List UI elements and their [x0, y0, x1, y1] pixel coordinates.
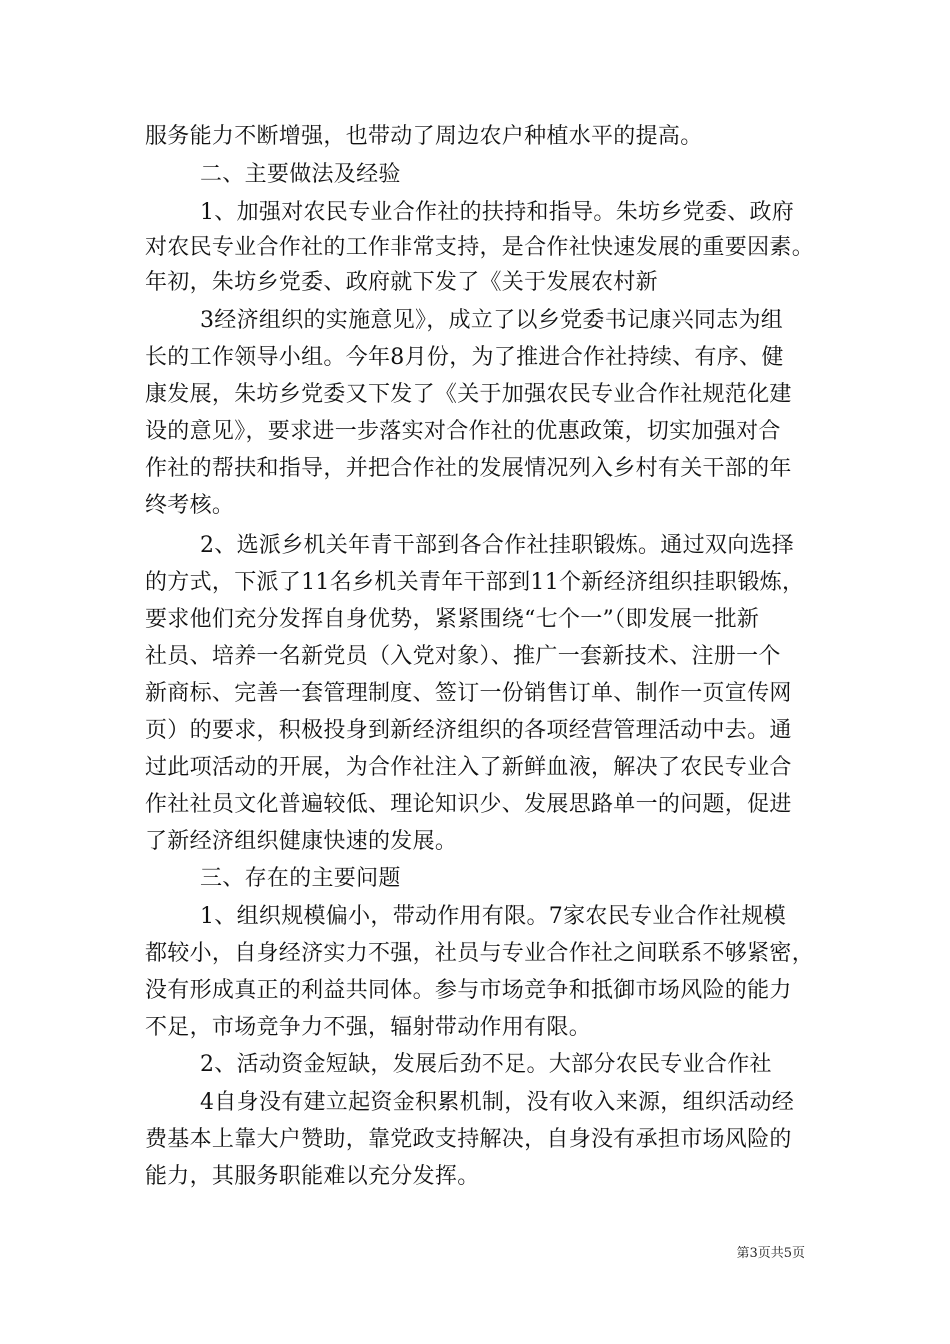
text-line: 费基本上靠大户赞助，靠党政支持解决，自身没有承担市场风险的 [145, 1127, 792, 1152]
text-line: 设的意见》，要求进一步落实对合作社的优惠政策，切实加强对合 [145, 419, 781, 444]
text-line: 1、加强对农民专业合作社的扶持和指导。朱坊乡党委、政府 [200, 200, 795, 225]
text-line: 能力，其服务职能难以充分发挥。 [145, 1164, 480, 1189]
text-line: 康发展，朱坊乡党委又下发了《关于加强农民专业合作社规范化建 [145, 382, 792, 407]
text-line: 对农民专业合作社的工作非常支持，是合作社快速发展的重要因素。 [145, 235, 815, 260]
text-line: 作社社员文化普遍较低、理论知识少、发展思路单一的问题，促进 [145, 792, 792, 817]
text-line: 作社的帮扶和指导，并把合作社的发展情况列入乡村有关干部的年 [145, 456, 792, 481]
text-line: 页）的要求，积极投身到新经济组织的各项经营管理活动中去。通 [145, 718, 792, 743]
text-line: 3经济组织的实施意见》，成立了以乡党委书记康兴同志为组 [200, 308, 784, 333]
text-line: 长的工作领导小组。今年8月份，为了推进合作社持续、有序、健 [145, 345, 784, 370]
text-line: 年初，朱坊乡党委、政府就下发了《关于发展农村新 [145, 270, 658, 295]
section-heading-3: 三、存在的主要问题 [200, 866, 401, 891]
text-line: 4自身没有建立起资金积累机制，没有收入来源，组织活动经 [200, 1090, 795, 1115]
text-line: 过此项活动的开展，为合作社注入了新鲜血液，解决了农民专业合 [145, 755, 792, 780]
page-number-footer: 第3页共5页 [736, 1246, 805, 1261]
text-line: 社员、培养一名新党员（入党对象）、推广一套新技术、注册一个 [145, 644, 781, 669]
text-line: 没有形成真正的利益共同体。参与市场竞争和抵御市场风险的能力 [145, 978, 792, 1003]
text-line: 都较小，自身经济实力不强，社员与专业合作社之间联系不够紧密， [145, 941, 815, 966]
text-line: 要求他们充分发挥自身优势，紧紧围绕“七个一”（即发展一批新 [145, 607, 760, 632]
text-line: 不足，市场竞争力不强，辐射带动作用有限。 [145, 1015, 592, 1040]
text-line: 的方式，下派了11名乡机关青年干部到11个新经济组织挂职锻炼， [145, 570, 805, 595]
text-line: 了新经济组织健康快速的发展。 [145, 829, 458, 854]
text-line: 终考核。 [145, 493, 235, 518]
text-line: 新商标、完善一套管理制度、签订一份销售订单、制作一页宣传网 [145, 681, 792, 706]
text-line: 1、组织规模偏小，带动作用有限。7家农民专业合作社规模 [200, 904, 787, 929]
section-heading-2: 二、主要做法及经验 [200, 162, 401, 187]
text-line: 2、活动资金短缺，发展后劲不足。大部分农民专业合作社 [200, 1052, 772, 1077]
text-line: 2、选派乡机关年青干部到各合作社挂职锻炼。通过双向选择 [200, 533, 795, 558]
text-line: 服务能力不断增强，也带动了周边农户种植水平的提高。 [145, 124, 703, 149]
